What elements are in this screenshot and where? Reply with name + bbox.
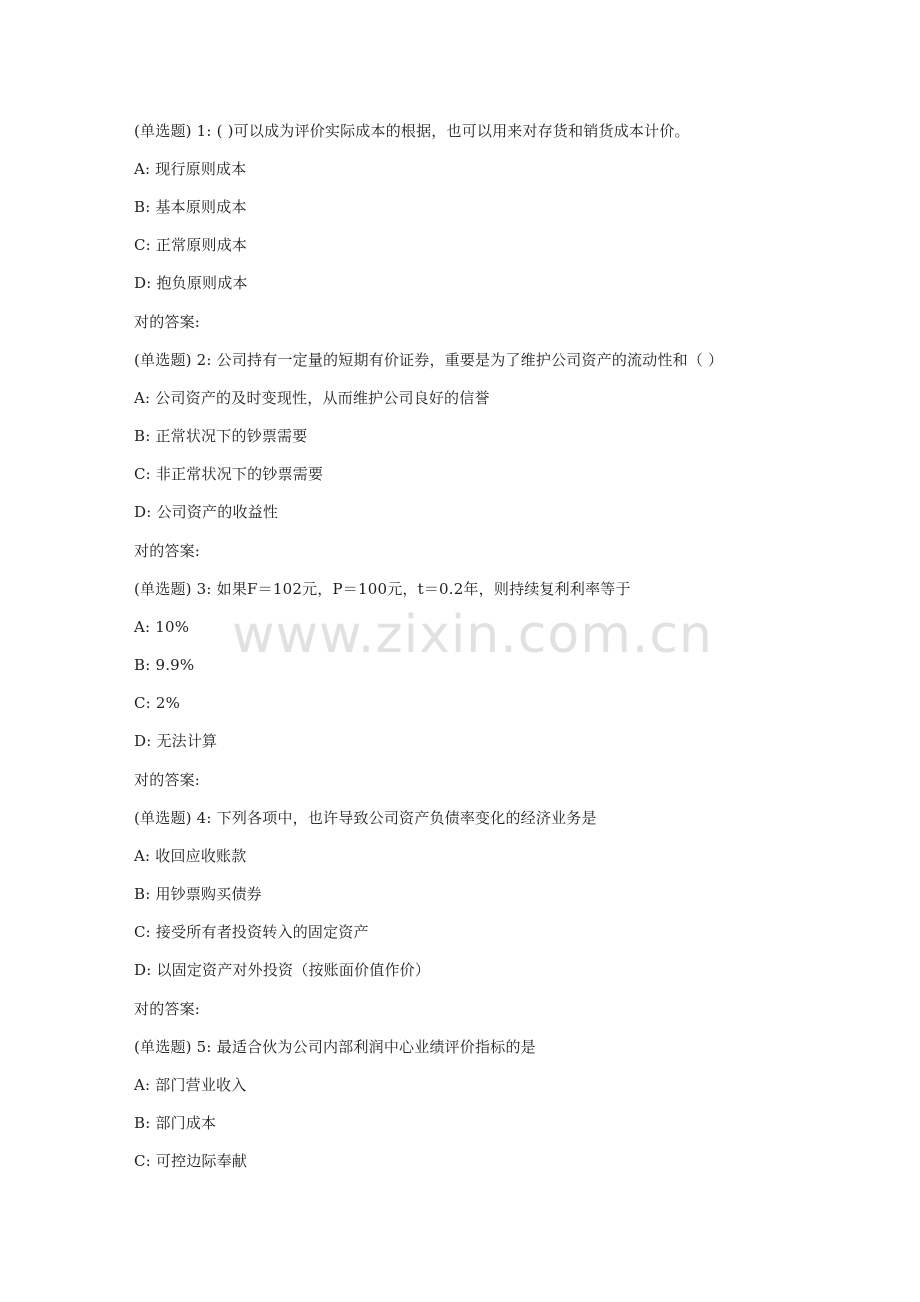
question-4-option-d: D: 以固定资产对外投资（按账面价值作价） [134, 961, 431, 979]
question-2-answer: 对的答案: [134, 542, 201, 560]
question-5-option-a: A: 部门营业收入 [134, 1076, 247, 1094]
question-1-option-d: D: 抱负原则成本 [134, 274, 248, 292]
question-5-text: (单选题) 5: 最适合伙为公司内部利润中心业绩评价指标的是 [134, 1038, 536, 1056]
question-4-option-b: B: 用钞票购买债券 [134, 885, 262, 903]
question-5-option-b: B: 部门成本 [134, 1114, 217, 1132]
question-1-text: (单选题) 1: ( )可以成为评价实际成本的根据，也可以用来对存货和销货成本计价。 [134, 122, 690, 140]
question-2-option-a: A: 公司资产的及时变现性，从而维护公司良好的信誉 [134, 389, 490, 407]
question-4-text: (单选题) 4: 下列各项中，也许导致公司资产负债率变化的经济业务是 [134, 809, 597, 827]
question-3-option-c: C: 2% [134, 694, 181, 712]
question-5-option-c: C: 可控边际奉献 [134, 1152, 248, 1170]
question-4-option-a: A: 收回应收账款 [134, 847, 247, 865]
question-2-option-c: C: 非正常状况下的钞票需要 [134, 465, 324, 483]
question-3-text: (单选题) 3: 如果F＝102元，P＝100元，t＝0.2年，则持续复利利率等于 [134, 580, 631, 598]
question-1-answer: 对的答案: [134, 313, 201, 331]
question-4-option-c: C: 接受所有者投资转入的固定资产 [134, 923, 369, 941]
watermark: www.zixin.com.cn [232, 605, 713, 665]
question-2-option-b: B: 正常状况下的钞票需要 [134, 427, 308, 445]
question-1-option-b: B: 基本原则成本 [134, 198, 247, 216]
question-3-option-b: B: 9.9% [134, 656, 195, 674]
question-3-option-d: D: 无法计算 [134, 732, 218, 750]
question-1-option-c: C: 正常原则成本 [134, 236, 248, 254]
question-4-answer: 对的答案: [134, 1000, 201, 1018]
question-3-option-a: A: 10% [134, 618, 190, 636]
question-2-text: (单选题) 2: 公司持有一定量的短期有价证券，重要是为了维护公司资产的流动性和（ ） [134, 351, 724, 369]
question-1-option-a: A: 现行原则成本 [134, 160, 247, 178]
question-3-answer: 对的答案: [134, 771, 201, 789]
question-2-option-d: D: 公司资产的收益性 [134, 503, 279, 521]
